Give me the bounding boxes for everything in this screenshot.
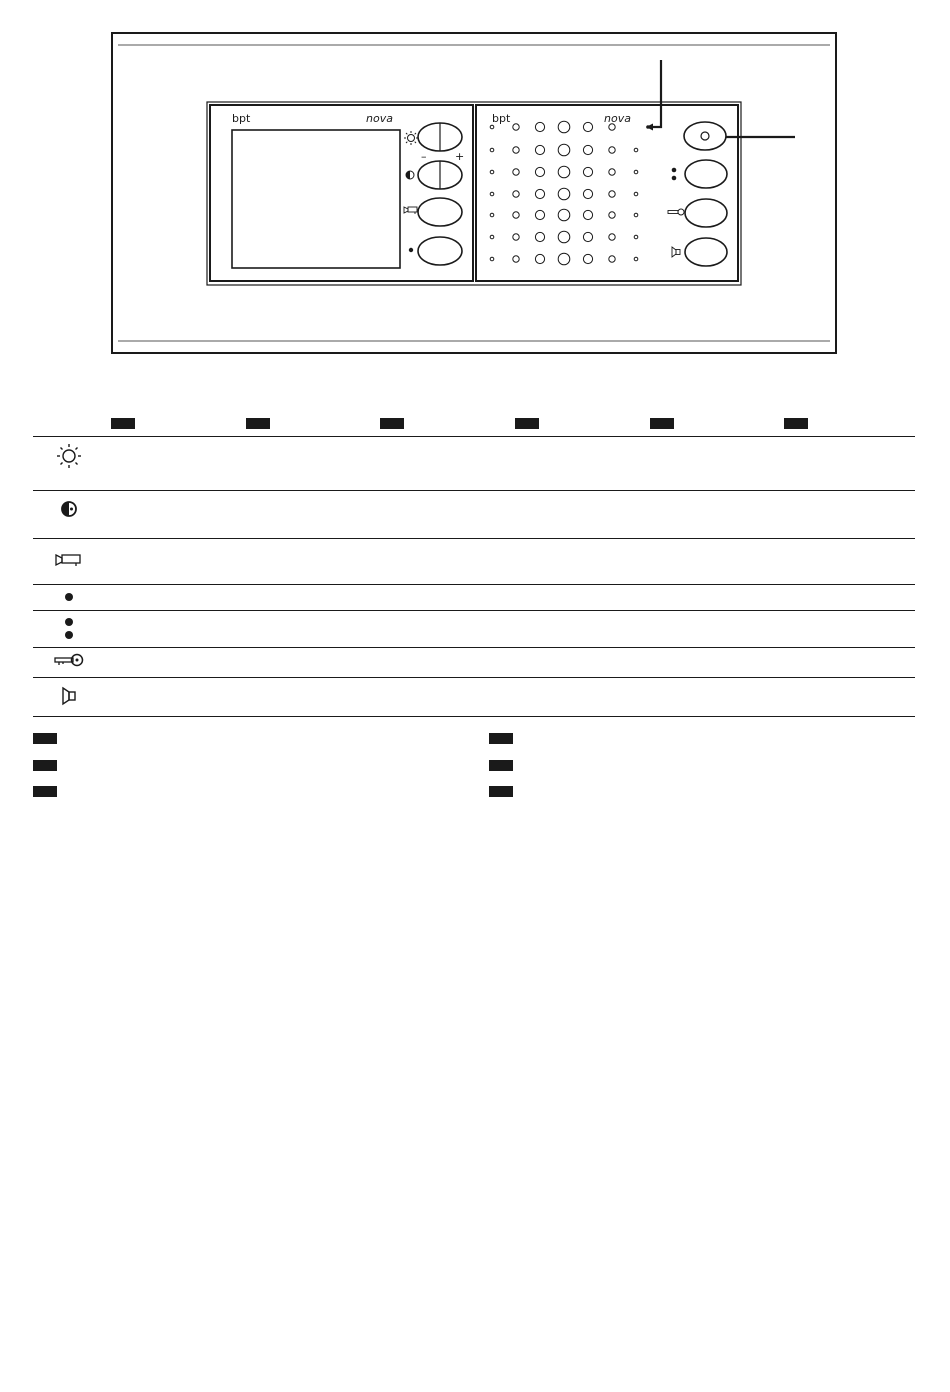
language-flag-4 bbox=[515, 418, 539, 429]
camera-icon bbox=[54, 552, 84, 568]
grille-hole bbox=[513, 191, 519, 197]
grille-hole bbox=[535, 254, 544, 263]
grille-hole bbox=[513, 212, 519, 218]
grille-hole bbox=[634, 257, 638, 261]
single-dot-icon bbox=[63, 591, 75, 603]
table-divider bbox=[33, 716, 915, 717]
grille-hole bbox=[634, 235, 638, 239]
grille-hole bbox=[634, 148, 638, 152]
grille-hole bbox=[583, 167, 592, 176]
grille-hole bbox=[634, 170, 638, 174]
table-divider bbox=[33, 538, 915, 539]
grille-hole bbox=[558, 209, 570, 221]
brightness-button[interactable] bbox=[418, 123, 462, 151]
language-flag-6 bbox=[784, 418, 808, 429]
grille-hole bbox=[583, 232, 592, 241]
grille-hole bbox=[490, 213, 494, 217]
speaker-logo: bpt bbox=[492, 112, 511, 125]
key-icon bbox=[668, 209, 684, 215]
table-divider bbox=[33, 677, 915, 678]
brightness-icon bbox=[56, 443, 82, 469]
grille-hole bbox=[609, 212, 615, 218]
grille-hole bbox=[583, 189, 592, 198]
grille-hole bbox=[558, 253, 570, 265]
grille-hole bbox=[558, 144, 570, 156]
grille-hole bbox=[490, 192, 494, 196]
monitor-brand: nova bbox=[366, 112, 393, 125]
intercom-panel-illustration bbox=[0, 0, 950, 380]
language-flag-3 bbox=[380, 418, 404, 429]
legend-flag-2 bbox=[489, 733, 513, 744]
grille-hole bbox=[535, 210, 544, 219]
table-divider bbox=[33, 610, 915, 611]
grille-hole bbox=[535, 167, 544, 176]
function-button[interactable] bbox=[418, 237, 462, 265]
grille-hole bbox=[583, 145, 592, 154]
grille-hole bbox=[490, 148, 494, 152]
legend-flag-5 bbox=[33, 786, 57, 797]
grille-hole bbox=[490, 125, 494, 129]
contrast-button[interactable] bbox=[418, 161, 462, 189]
contrast-plus-label: + bbox=[455, 150, 465, 163]
grille-hole bbox=[609, 147, 615, 153]
grille-hole bbox=[583, 254, 592, 263]
call-button[interactable] bbox=[684, 122, 726, 150]
table-row-contrast bbox=[52, 499, 86, 519]
speaker-icon bbox=[60, 686, 78, 706]
status-led-callout bbox=[652, 60, 661, 127]
double-dot-icon bbox=[672, 168, 677, 181]
grille-hole bbox=[558, 121, 570, 133]
table-row-speaker bbox=[52, 686, 86, 706]
table-row-single-dot bbox=[52, 591, 86, 603]
grille-hole bbox=[513, 256, 519, 262]
speaker-grille bbox=[490, 121, 638, 265]
monitor-logo: bpt bbox=[232, 112, 251, 125]
contrast-minus-label: – bbox=[421, 150, 427, 163]
grille-hole bbox=[490, 170, 494, 174]
grille-hole bbox=[535, 122, 544, 131]
table-divider bbox=[33, 436, 915, 437]
grille-hole bbox=[558, 188, 570, 200]
door-release-button[interactable] bbox=[685, 199, 727, 227]
speaker-brand: nova bbox=[604, 112, 631, 125]
grille-hole bbox=[634, 192, 638, 196]
grille-hole bbox=[583, 210, 592, 219]
grille-hole bbox=[513, 124, 519, 130]
camera-icon bbox=[404, 207, 417, 214]
table-divider bbox=[33, 490, 915, 491]
auxiliary-button[interactable] bbox=[685, 160, 727, 188]
grille-hole bbox=[558, 166, 570, 178]
language-flag-1 bbox=[111, 418, 135, 429]
monitor-module bbox=[210, 105, 473, 281]
grille-hole bbox=[535, 232, 544, 241]
table-divider bbox=[33, 584, 915, 585]
grille-hole bbox=[609, 191, 615, 197]
legend-flag-3 bbox=[33, 760, 57, 771]
double-dot-icon bbox=[63, 616, 75, 642]
contrast-icon bbox=[59, 499, 79, 519]
grille-hole bbox=[609, 256, 615, 262]
speech-button[interactable] bbox=[685, 238, 727, 266]
brightness-icon bbox=[404, 131, 418, 145]
grille-hole bbox=[535, 189, 544, 198]
table-row-double-dot bbox=[52, 616, 86, 642]
grille-hole bbox=[513, 169, 519, 175]
grille-hole bbox=[490, 257, 494, 261]
table-row-brightness bbox=[52, 443, 86, 469]
grille-hole bbox=[583, 122, 592, 131]
table-row-key bbox=[52, 653, 86, 669]
language-flag-2 bbox=[246, 418, 270, 429]
grille-hole bbox=[490, 235, 494, 239]
grille-hole bbox=[634, 213, 638, 217]
legend-flag-4 bbox=[489, 760, 513, 771]
table-divider bbox=[33, 647, 915, 648]
camera-button[interactable] bbox=[418, 198, 462, 226]
key-icon bbox=[53, 653, 85, 669]
grille-hole bbox=[513, 234, 519, 240]
table-row-camera bbox=[52, 552, 86, 568]
function-dot-icon bbox=[409, 248, 413, 252]
legend-flag-6 bbox=[489, 786, 513, 797]
monitor-screen bbox=[232, 130, 400, 268]
grille-hole bbox=[558, 231, 570, 243]
grille-hole bbox=[535, 145, 544, 154]
grille-hole bbox=[513, 147, 519, 153]
language-flag-5 bbox=[650, 418, 674, 429]
legend-flag-1 bbox=[33, 733, 57, 744]
grille-hole bbox=[609, 169, 615, 175]
contrast-icon bbox=[406, 171, 414, 179]
grille-hole bbox=[609, 234, 615, 240]
speaker-module bbox=[476, 60, 795, 281]
speaker-icon bbox=[672, 247, 680, 257]
